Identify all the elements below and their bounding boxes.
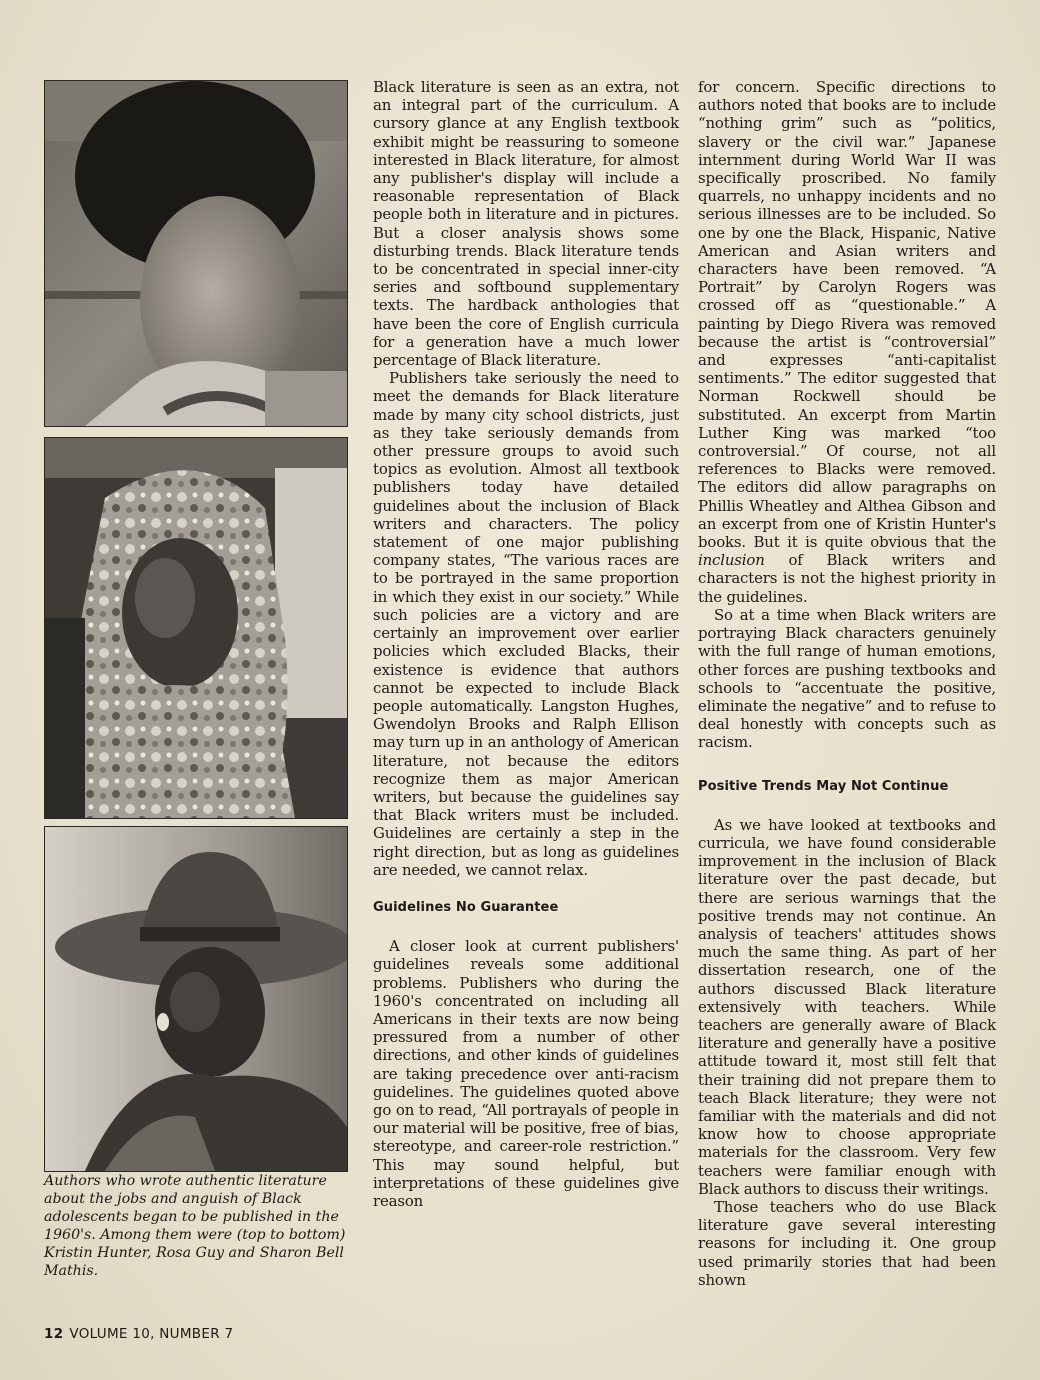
paragraph: As we have looked at textbooks and curricula, we have found considerable improvement in the inclusion of Black literature over the past decade, but there are serious warnings that the positive trends may not continue. An analysis of teachers' attitudes shows much the same thing. As part of her dissertation research, one of the authors discussed Black literature extensively with teachers. While teachers are generally aware of Black literature and generally have a positive attitude toward it, most still felt that their training did not prepare them to teach Black literature; they were not familiar with the materials and did not know how to choose appropriate materials for the classroom. Very few teachers were familiar enough with Black authors to discuss their writings.: [698, 815, 996, 1198]
photo-rosa-guy: [44, 437, 348, 819]
paragraph-text: for concern. Specific directions to authors noted that books are to include “nothing grim” such as “politics, slavery or the civil war.” Japanese internment during World War II was specifically proscribed. No family quarrels, no unhappy incidents and no serious illnesses are to be included. So one by one the Black, Hispanic, Native American and Asian writers and characters have been removed. “A Portrait” by Carolyn Rogers was crossed off as “questionable.” A painting by Diego Rivera was removed because the artist is “controversial” and expresses “anti-capitalist sentiments.” The editor suggested that Norman Rockwell should be substituted. An excerpt from Martin Luther King was marked “too controversial.” Of course, not all references to Blacks were removed. The editors did allow paragraphs on Phillis Wheatley and Althea Gibson and an excerpt from one of Kristin Hunter's books. But it is quite obvious that the: [698, 78, 996, 552]
paragraph: [698, 78, 996, 606]
paragraph: Those teachers who do use Black literature gave several interesting reasons for including it. One group used primarily stories that had been shown: [698, 1197, 996, 1289]
portrait-image: [45, 438, 347, 818]
portrait-image: [45, 81, 347, 426]
section-heading: Guidelines No Guarantee: [373, 899, 559, 915]
photo-sharon-bell-mathis: [44, 826, 348, 1172]
portrait-image: [45, 827, 347, 1171]
article-column-middle: [373, 78, 679, 1210]
section-heading: Positive Trends May Not Continue: [698, 778, 949, 794]
emphasis-text: inclusion: [698, 551, 765, 570]
paragraph: A closer look at current publishers' guidelines reveals some additional problems. Publishers who during the 1960's concentrated on including all Americans in their texts are now being pressured from a number of other directions, and other kinds of guidelines are taking precedence over anti-racism guidelines. The guidelines quoted above go on to read, “All portrayals of people in our material will be positive, free of bias, stereotype, and career-role restriction.” This may sound helpful, but interpretations of these guidelines give reason: [373, 937, 679, 1210]
photo-kristin-hunter: [44, 80, 348, 427]
issue-label: VOLUME 10, NUMBER 7: [69, 1326, 234, 1342]
page-number: 12: [44, 1326, 64, 1342]
paragraph: Publishers take seriously the need to meet the demands for Black literature made by many city school districts, just as they take seriously demands from other pressure groups to avoid such topics as evolution. Almost all textbook publishers today have detailed guidelines about the inclusion of Black writers and characters. The policy statement of one major publishing company states, “The various races are to be portrayed in the same proportion in which they exist in our society.” While such policies are a victory and are certainly an improvement over earlier policies which excluded Blacks, their existence is evidence that authors cannot be expected to include Black people automatically. Langston Hughes, Gwendolyn Brooks and Ralph Ellison may turn up in an anthology of American literature, not because the editors recognize them as major American writers, but because the guidelines say that Black writers must be included. Guidelines are certainly a step in the right direction, but as long as guidelines are needed, we cannot relax.: [373, 369, 679, 879]
paragraph: Black literature is seen as an extra, not an integral part of the curriculum. A cursory glance at any English textbook exhibit might be reassuring to someone interested in Black literature, for almost any publisher's display will include a reasonable representation of Black people both in literature and in pictures. But a closer analysis shows some disturbing trends. Black literature tends to be concentrated in special inner-city series and softbound supplementary texts. The hardback anthologies that have been the core of English curricula for a generation have a much lower percentage of Black literature.: [373, 78, 679, 370]
paragraph-text: of Black writers and characters is not the highest priority in the guidelines.: [698, 551, 996, 606]
page-footer: [44, 1326, 233, 1342]
article-column-right: [698, 78, 996, 1289]
paragraph: So at a time when Black writers are portraying Black characters genuinely with the full range of human emotions, other forces are pushing textbooks and schools to “accentuate the positive, eliminate the negative” and to refuse to deal honestly with concepts such as racism.: [698, 605, 996, 752]
photo-caption: Authors who wrote authentic literature about the jobs and anguish of Black adolescents began to be published in the 1960's. Among them were (top to bottom) Kristin Hunter, Rosa Guy and Sharon Bell Mathis.: [44, 1173, 346, 1280]
